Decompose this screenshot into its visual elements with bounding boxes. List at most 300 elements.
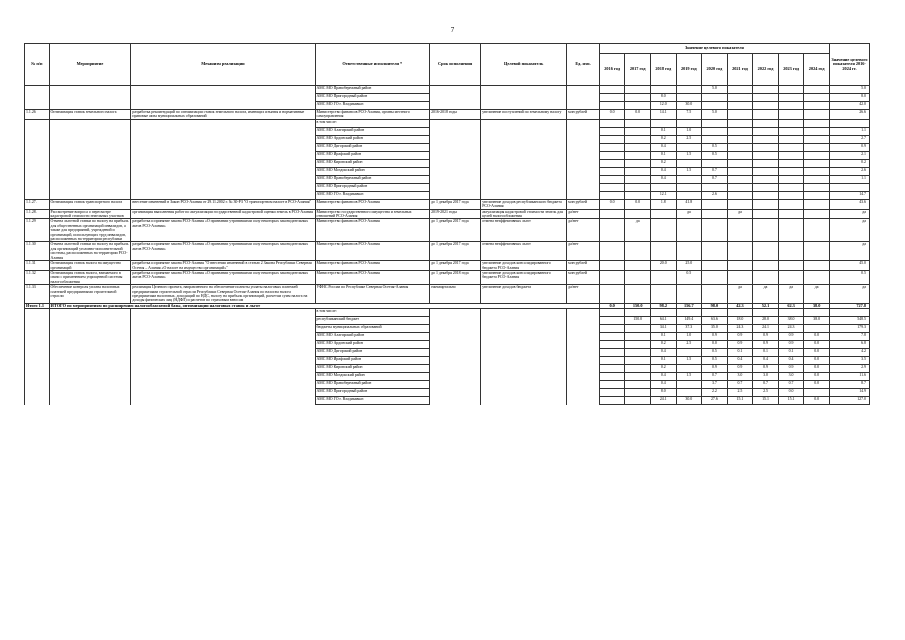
value-cell [599,86,625,94]
value-cell: 7.5 [676,110,702,120]
unit-cell [567,175,600,183]
value-cell: 3.0 [753,373,779,381]
event-cell [49,94,131,102]
executor-cell: Министерство государственного имущества и земельных отношений РСО-Алания [315,209,430,219]
num-cell: 1.1.30 [25,242,50,261]
value-cell: да [727,209,753,219]
executor-cell: в том числе: [315,309,430,317]
value-cell [625,373,651,381]
term-cell [430,94,481,102]
value-cell: 38.0 [804,317,830,325]
header-term: Срок исполнения [430,44,481,86]
total-label-cell: ИТОГО по мероприятиям по расширению налогооблагаемой базы, оптимизации налоговых ставок и льгот [49,303,599,308]
unit-cell [567,159,600,167]
total-num-cell: Итого 1.1 [25,303,50,308]
value-cell [804,159,830,167]
total-value-cell [829,309,869,317]
value-cell [753,119,779,127]
event-cell [49,389,131,397]
value-cell [650,183,676,191]
total-value-cell [829,183,869,191]
term-cell [430,397,481,405]
header-year: 2024 год [804,54,830,86]
event-cell: Рассмотрение вопроса о пересмотре кадастровой стоимости земельных участков [49,209,131,219]
total-value-cell: 8.0 [829,94,869,102]
value-cell: 15.1 [727,397,753,405]
value-cell [599,209,625,219]
num-cell [25,381,50,389]
mechanism-cell: организация выполнения работ по актуализации государственной кадастровой оценки земель в РСО-Алания [131,209,315,219]
mechanism-cell [131,389,315,397]
unit-cell [567,389,600,397]
value-cell: 0.4 [650,373,676,381]
indicator-cell [481,341,567,349]
unit-cell [567,349,600,357]
value-cell [778,135,804,143]
value-cell [625,397,651,405]
value-cell [804,86,830,94]
header-year: 2023 год [778,54,804,86]
value-cell: 41.8 [676,199,702,209]
value-cell: 0.0 [804,349,830,357]
executor-cell: Министерство финансов РСО-Алания [315,270,430,284]
unit-cell [567,333,600,341]
value-cell [599,183,625,191]
value-cell [778,102,804,110]
value-cell [599,270,625,284]
unit-cell [567,365,600,373]
num-cell [25,119,50,127]
value-cell [599,175,625,183]
value-cell [650,270,676,284]
value-cell [804,261,830,271]
total-value-cell: 2.6 [829,167,869,175]
value-cell [650,309,676,317]
value-cell [599,242,625,261]
value-cell [650,86,676,94]
value-cell [804,143,830,151]
value-cell [727,127,753,135]
num-cell [25,389,50,397]
value-cell: 150.0 [625,317,651,325]
event-cell: Отмена льготной ставки по налогу на прибыль для общественных организаций инвалидов, а также для предприятий, учреждений и организаций, использующих труд инвалидов, расположенных на территории республики [49,219,131,242]
term-cell [430,317,481,325]
value-cell [753,175,779,183]
value-cell: 1.5 [676,357,702,365]
value-cell [599,135,625,143]
value-cell: 0.9 [778,365,804,373]
total-value-cell: 7.8 [829,333,869,341]
value-cell [702,119,728,127]
table-row [25,389,870,397]
value-cell [599,365,625,373]
value-cell [702,209,728,219]
value-cell [702,199,728,209]
value-cell: 5.0 [702,110,728,120]
term-cell [430,389,481,397]
header-year: 2019 год [676,54,702,86]
value-cell [625,341,651,349]
total-value-cell: 0.5 [829,270,869,284]
value-cell: 0.7 [702,373,728,381]
unit-cell: да/нет [567,209,600,219]
value-cell: 98.2 [650,303,676,308]
value-cell: 0.7 [753,381,779,389]
table-row [25,167,870,175]
value-cell [676,183,702,191]
value-cell: 64.1 [650,317,676,325]
event-cell [49,397,131,405]
value-cell [804,167,830,175]
value-cell [676,349,702,357]
value-cell: 42.3 [727,303,753,308]
value-cell: 14.1 [650,110,676,120]
unit-cell [567,309,600,317]
indicator-cell [481,325,567,333]
num-cell [25,183,50,191]
value-cell: 0.0 [804,357,830,365]
value-cell [650,242,676,261]
mechanism-cell: разработка и принятие закона РСО-Алания «О признании утратившими силу некоторых законодательных актов РСО-Алания» [131,270,315,284]
executor-cell: Министерство финансов РСО-Алания [315,219,430,242]
value-cell: 20.0 [650,261,676,271]
total-value-cell: 42.0 [829,102,869,110]
event-cell [49,151,131,159]
table-row [25,219,870,242]
value-cell [727,191,753,199]
value-cell [599,333,625,341]
value-cell [676,309,702,317]
executor-cell: АМС МО Пригородный район [315,183,430,191]
num-cell [25,349,50,357]
mechanism-cell [131,397,315,405]
value-cell [625,151,651,159]
indicator-cell [481,127,567,135]
executor-cell: АМС МО Моздокский район [315,167,430,175]
executor-cell: УФНС России по Республике Северная Осетия-Алания [315,285,430,304]
table-row [25,110,870,120]
num-cell: 1.1.32 [25,270,50,284]
value-cell [702,285,728,304]
value-cell [676,86,702,94]
indicator-cell [481,365,567,373]
value-cell [599,341,625,349]
value-cell: да [778,285,804,304]
value-cell [753,309,779,317]
value-cell: 0.9 [778,333,804,341]
value-cell: 3.0 [727,373,753,381]
value-cell: 0.9 [727,341,753,349]
value-cell [599,102,625,110]
term-cell [430,143,481,151]
value-cell: да [625,219,651,242]
executor-cell: АМС МО Правобережный район [315,86,430,94]
value-cell [727,219,753,242]
table-row [25,143,870,151]
term-cell [430,191,481,199]
value-cell: 0.9 [727,333,753,341]
value-cell [804,135,830,143]
term-cell: 2019-2021 годы [430,209,481,219]
total-value-cell: 1.1 [829,175,869,183]
value-cell [625,389,651,397]
value-cell: 0.7 [702,175,728,183]
value-cell [753,183,779,191]
value-cell [778,183,804,191]
value-cell: 0.0 [804,373,830,381]
mechanism-cell [131,365,315,373]
event-cell [49,86,131,94]
mechanism-cell: внесение изменений в Закон РСО-Алания от 29.11.2002 г. № 30-РЗ "О транспортном налоге в РСО-Алания" [131,199,315,209]
table-row [25,357,870,365]
indicator-cell: увеличение доходов бюджета [481,285,567,304]
value-cell: 18.0 [727,317,753,325]
indicator-cell: увеличение доходов республиканского бюджета РСО-Алания [481,199,567,209]
table-row [25,349,870,357]
value-cell: 1.8 [650,199,676,209]
value-cell [625,242,651,261]
mechanism-cell: реализация Целевого проекта, направленного на обеспечение полноты уплаты налоговых платежей предприятиями строительной отрасли Республики Северная Осетия-Алания по налогам налога предприятиям налоговых, доходящий по НДС, налогу на прибыль организаций, расчетам сумм налога на доходы физических лиц (НДФЛ) и расчетов по страховым взносам [131,285,315,304]
header-year: 2022 год [753,54,779,86]
executor-cell: АМС МО Кировский район [315,159,430,167]
unit-cell [567,325,600,333]
indicator-cell: отмена неэффективных льгот [481,242,567,261]
event-cell [49,183,131,191]
table-row [25,242,870,261]
table-row [25,261,870,271]
indicator-cell [481,119,567,127]
unit-cell [567,102,600,110]
mechanism-cell [131,183,315,191]
indicator-cell [481,357,567,365]
total-value-cell: 179.3 [829,325,869,333]
value-cell [599,94,625,102]
value-cell: 62.3 [778,303,804,308]
value-cell [625,94,651,102]
header-year: 2016 год [599,54,625,86]
num-cell [25,397,50,405]
num-cell [25,333,50,341]
value-cell [676,285,702,304]
executor-cell: АМС МО ГО г. Владикавказ [315,102,430,110]
value-cell: 0.9 [778,341,804,349]
term-cell [430,167,481,175]
table-row [25,325,870,333]
unit-cell [567,397,600,405]
value-cell [804,127,830,135]
mechanism-cell [131,349,315,357]
table-row [25,127,870,135]
total-value-cell: 45.0 [829,261,869,271]
value-cell [778,209,804,219]
value-cell [599,127,625,135]
term-cell [430,325,481,333]
term-cell: 2016-2018 годы [430,110,481,120]
value-cell [778,242,804,261]
value-cell [650,285,676,304]
value-cell [599,373,625,381]
value-cell: 1.5 [676,151,702,159]
table-row [25,209,870,219]
num-cell [25,151,50,159]
executor-cell: республиканский бюджет [315,317,430,325]
value-cell: 0.0 [625,199,651,209]
num-cell [25,135,50,143]
value-cell [676,242,702,261]
event-cell: Оптимизация ставок земельного налога [49,110,131,120]
mechanism-cell: разработка рекомендаций по оптимизации ставок земельного налога, имеющих изъятия и нормативные правовые акты муниципальных образований [131,110,315,120]
value-cell: 150.0 [625,303,651,308]
total-value-cell: 727.8 [829,303,869,308]
executor-cell: бюджеты муниципальных образований [315,325,430,333]
event-cell [49,167,131,175]
table-row [25,119,870,127]
event-cell [49,333,131,341]
unit-cell: да/нет [567,242,600,261]
num-cell [25,191,50,199]
value-cell [702,270,728,284]
value-cell: 1.0 [676,127,702,135]
executor-cell: АМС МО Ардонский район [315,135,430,143]
mechanism-cell [131,373,315,381]
table-row [25,102,870,110]
unit-cell [567,127,600,135]
term-cell [430,183,481,191]
value-cell: 0.4 [650,143,676,151]
executor-cell: АМС МО Дигорский район [315,143,430,151]
value-cell: 0.4 [778,357,804,365]
value-cell [804,219,830,242]
total-value-cell: 14.7 [829,191,869,199]
value-cell [702,183,728,191]
value-cell [599,159,625,167]
mechanism-cell [131,143,315,151]
mechanism-cell [131,357,315,365]
indicator-cell [481,333,567,341]
value-cell: 2.2 [702,389,728,397]
mechanism-cell [131,333,315,341]
value-cell [727,151,753,159]
value-cell: 1.0 [676,333,702,341]
value-cell: 0.2 [650,159,676,167]
event-cell [49,325,131,333]
value-cell: 0.5 [676,270,702,284]
total-value-cell: 26.6 [829,110,869,120]
unit-cell [567,143,600,151]
measures-table [24,43,870,405]
num-cell [25,373,50,381]
term-cell: до 1 декабря 2017 года [430,242,481,261]
table-row [25,365,870,373]
value-cell [625,102,651,110]
event-cell: Оптимизация ставок транспортного налога [49,199,131,209]
value-cell [625,86,651,94]
value-cell: да [753,285,779,304]
value-cell [778,270,804,284]
indicator-cell: увеличение доходов консолидированного бюджета РСО-Алания [481,270,567,284]
num-cell [25,86,50,94]
total-value-cell: да [829,219,869,242]
mechanism-cell [131,119,315,127]
header-unit: Ед. изм. [567,44,600,86]
value-cell [599,309,625,317]
indicator-cell [481,143,567,151]
value-cell [702,102,728,110]
unit-cell [567,357,600,365]
executor-cell: в том числе: [315,119,430,127]
value-cell [625,135,651,143]
value-cell: 0.5 [702,151,728,159]
unit-cell [567,151,600,159]
table-row [25,191,870,199]
event-cell [49,357,131,365]
value-cell [727,102,753,110]
executor-cell: АМС МО ГО г. Владикавказ [315,191,430,199]
value-cell [625,119,651,127]
executor-cell: Министерство финансов РСО-Алания [315,261,430,271]
executor-cell: АМС МО Дигорский район [315,349,430,357]
executor-cell: АМС МО Алагирский район [315,333,430,341]
indicator-cell [481,86,567,94]
unit-cell: млн рублей [567,110,600,120]
value-cell: 12.1 [650,191,676,199]
value-cell [753,102,779,110]
value-cell: 63.6 [702,317,728,325]
event-cell [49,373,131,381]
table-row [25,151,870,159]
indicator-cell [481,373,567,381]
value-cell: 0.4 [727,357,753,365]
value-cell: 0.1 [753,349,779,357]
value-cell [625,159,651,167]
term-cell [430,381,481,389]
unit-cell: да/нет [567,285,600,304]
value-cell [778,151,804,159]
value-cell [676,191,702,199]
num-cell: 1.1.26 [25,110,50,120]
table-row [25,159,870,167]
num-cell [25,94,50,102]
value-cell: 37.3 [676,325,702,333]
value-cell [625,209,651,219]
indicator-cell [481,175,567,183]
value-cell: 0.0 [804,397,830,405]
value-cell [599,119,625,127]
num-cell [25,159,50,167]
value-cell: 0.1 [650,357,676,365]
value-cell [804,94,830,102]
mechanism-cell: разработка и принятие закона РСО-Алания "О внесении изменений в статью 2 Закона Республики Северная Осетия – Алания «О налоге на имущество организаций»" [131,261,315,271]
value-cell: 3.0 [778,373,804,381]
executor-cell: Министерство финансов РСО-Алания [315,242,430,261]
value-cell: 3.7 [702,381,728,389]
value-cell: 0.4 [650,349,676,357]
value-cell: 30.0 [676,102,702,110]
value-cell [599,143,625,151]
indicator-cell [481,397,567,405]
value-cell: 0.0 [804,365,830,373]
value-cell [676,219,702,242]
value-cell [599,357,625,365]
value-cell: 5.0 [702,86,728,94]
value-cell [753,151,779,159]
indicator-cell [481,151,567,159]
indicator-cell [481,183,567,191]
value-cell [753,143,779,151]
value-cell [625,270,651,284]
value-cell: 0.5 [702,349,728,357]
mechanism-cell [131,309,315,317]
